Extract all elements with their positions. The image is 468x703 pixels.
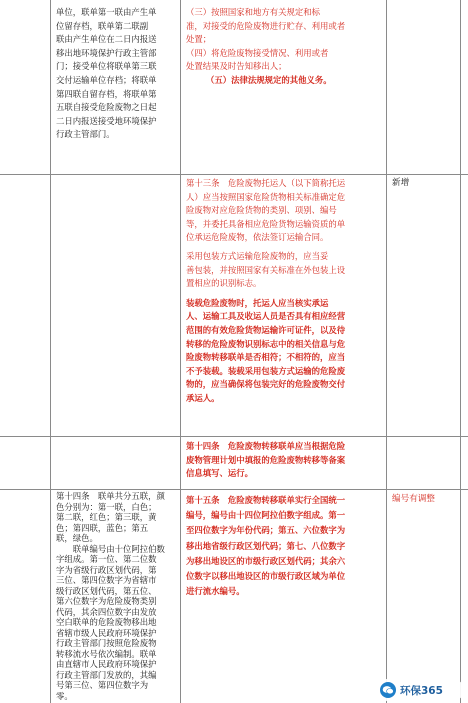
paragraph: [56, 491, 180, 701]
text-line: 范围的有效危险货物运输许可证件，以及待: [186, 324, 346, 335]
wechat-logo-icon: [380, 682, 396, 698]
text-line: 行政主管部门发放的，其编: [56, 669, 157, 680]
text-line: 空白联单的危险废物移出地: [56, 617, 157, 627]
paragraph: [186, 250, 384, 291]
text-line: 行政主管部门。: [56, 129, 115, 140]
text-line: 门；接受单位将联单第三联: [56, 61, 157, 72]
table-cell-new-text: [186, 6, 384, 88]
text-line: 处置结果及时告知移出人；: [186, 61, 287, 72]
text-line: 第四联自留存档，将联单第: [56, 88, 157, 99]
text-block: [56, 6, 178, 142]
table-border: [386, 0, 387, 703]
change-note: 新增: [392, 178, 410, 188]
text-line: 险废物转移联单是否相符；不相符的，应当: [186, 352, 346, 363]
table-cell-old-text: [56, 6, 178, 142]
text-line: 第十五条 危险废物转移联单实行全国统一: [186, 495, 346, 505]
table-cell-article-14: [186, 440, 384, 481]
text-line: 不予装载。装载采用包装方式运输的危险废: [186, 365, 346, 376]
table-border: [0, 436, 468, 437]
text-line: 善包装，并按照国家有关标准在外包装上设: [186, 264, 346, 275]
change-note: 编号有调整: [392, 494, 435, 504]
text-line: 编号，编号由十四位阿拉伯数字组成。第一: [186, 510, 346, 521]
text-line: 处置；: [186, 34, 212, 45]
text-line: 险废物对应危险货物的类别、项别、编号: [186, 205, 337, 216]
table-border: [180, 0, 181, 703]
text-line: 转移的危险废物识别标志中的相关信息与危: [186, 338, 346, 349]
paragraph: [186, 177, 384, 245]
text-line: 至四位数字为年份代码；第五、六位数字为: [186, 525, 346, 536]
text-line: 单位，联单第一联由产生单: [56, 7, 157, 17]
text-line: 移出地省级行政区划代码；第七、八位数字: [186, 540, 346, 551]
text-line: 代码，其余四位数字由发放: [56, 606, 157, 617]
text-line: 位承运危险废物，依法签订运输合同。: [186, 232, 329, 243]
text-line: 等，并委托具备相应危险货物运输资质的单: [186, 218, 346, 229]
table-cell-article-15: [186, 493, 384, 599]
text-line: 信息填写、运行。: [186, 468, 253, 479]
text-block: [186, 6, 384, 74]
table-border: [460, 0, 461, 703]
text-line: 三位、第四位数字为省辖市: [56, 575, 157, 585]
text-line: 级行政区划代码，第五位、: [56, 585, 157, 596]
text-line: 省辖市级人民政府环境保护: [56, 627, 157, 638]
paragraph: [186, 440, 384, 481]
text-line: 字为省级行政区划代码，第: [56, 564, 157, 575]
text-line: 联单编号由十位阿拉伯数: [56, 543, 165, 554]
text-line: 为移出地设区的市级行政区划代码；其余六: [186, 555, 346, 566]
text-line: 联，绿色。: [56, 533, 98, 543]
text-line: 零。: [56, 690, 73, 701]
text-line: 采用包装方式运输危险废物的，应当妥: [186, 250, 329, 261]
text-line: 装载危险废物时，托运人应当核实承运: [186, 297, 329, 308]
table-border: [0, 174, 468, 175]
text-line: 号第三位、第四位数字为: [56, 680, 149, 690]
text-line: 置相应的识别标志。: [186, 278, 262, 289]
source-watermark: [376, 679, 464, 701]
text-line: 第十四条 联单共分五联，颜: [56, 491, 165, 501]
text-line: 废物管理计划中填报的危险废物转移等备案: [186, 454, 346, 465]
text-line: 由直辖市人民政府环境保护: [56, 659, 157, 669]
table-border: [50, 0, 51, 703]
text-line: （三）按照国家和地方有关规定和标: [186, 7, 320, 17]
table-border: [0, 489, 468, 490]
watermark-text: 环保365: [400, 684, 443, 697]
text-line: 第六位数字为危险废物类别: [56, 596, 157, 606]
bold-clause: （五）法律法规规定的其他义务。: [206, 74, 332, 85]
text-line: 转移流水号依次编制。联单: [56, 648, 157, 659]
text-line: 人、运输工具及收运人员是否具有相应经营: [186, 311, 346, 322]
text-line: 承运人。: [186, 392, 220, 403]
text-line: 交付运输单位存档；将联单: [56, 74, 157, 85]
text-line: 位数字以移出地设区的市级行政区域为单位: [186, 571, 346, 582]
table-cell-article-13: [186, 177, 384, 406]
text-line: 色分别为：第一联，白色；: [56, 501, 157, 512]
text-line: 行政主管部门按照危险废物: [56, 638, 157, 648]
text-line: 联由产生单位在二日内报送: [56, 34, 157, 45]
text-line: 色；第四联，蓝色；第五: [56, 522, 149, 533]
table-cell-old-article-14: [56, 491, 180, 701]
text-line: 第十三条 危险废物托运人（以下简称托运: [186, 178, 346, 188]
text-line: 位留存档，联单第二联副: [56, 20, 149, 31]
text-line: 五联自接受危险废物之日起: [56, 102, 157, 113]
text-line: 准，对接受的危险废物进行贮存、利用或者: [186, 20, 346, 31]
paragraph: [186, 493, 384, 599]
text-line: 第十四条 危险废物转移联单应当根据危险: [186, 441, 346, 451]
text-line: 进行流水编号。: [186, 586, 245, 597]
text-line: 移出地环境保护行政主管部: [56, 47, 157, 58]
paragraph: [186, 297, 384, 406]
text-line: 二日内报送接受地环境保护: [56, 115, 157, 126]
text-line: 人）应当按照国家危险货物相关标准确定危: [186, 191, 346, 202]
text-line: 字组成。第一位、第二位数: [56, 554, 157, 564]
text-line: 第二联，红色；第三联，黄: [56, 512, 157, 522]
text-line: （四）将危险废物接受情况、利用或者: [186, 47, 329, 58]
text-line: 物的，应当确保将包装完好的危险废物交付: [186, 379, 346, 390]
